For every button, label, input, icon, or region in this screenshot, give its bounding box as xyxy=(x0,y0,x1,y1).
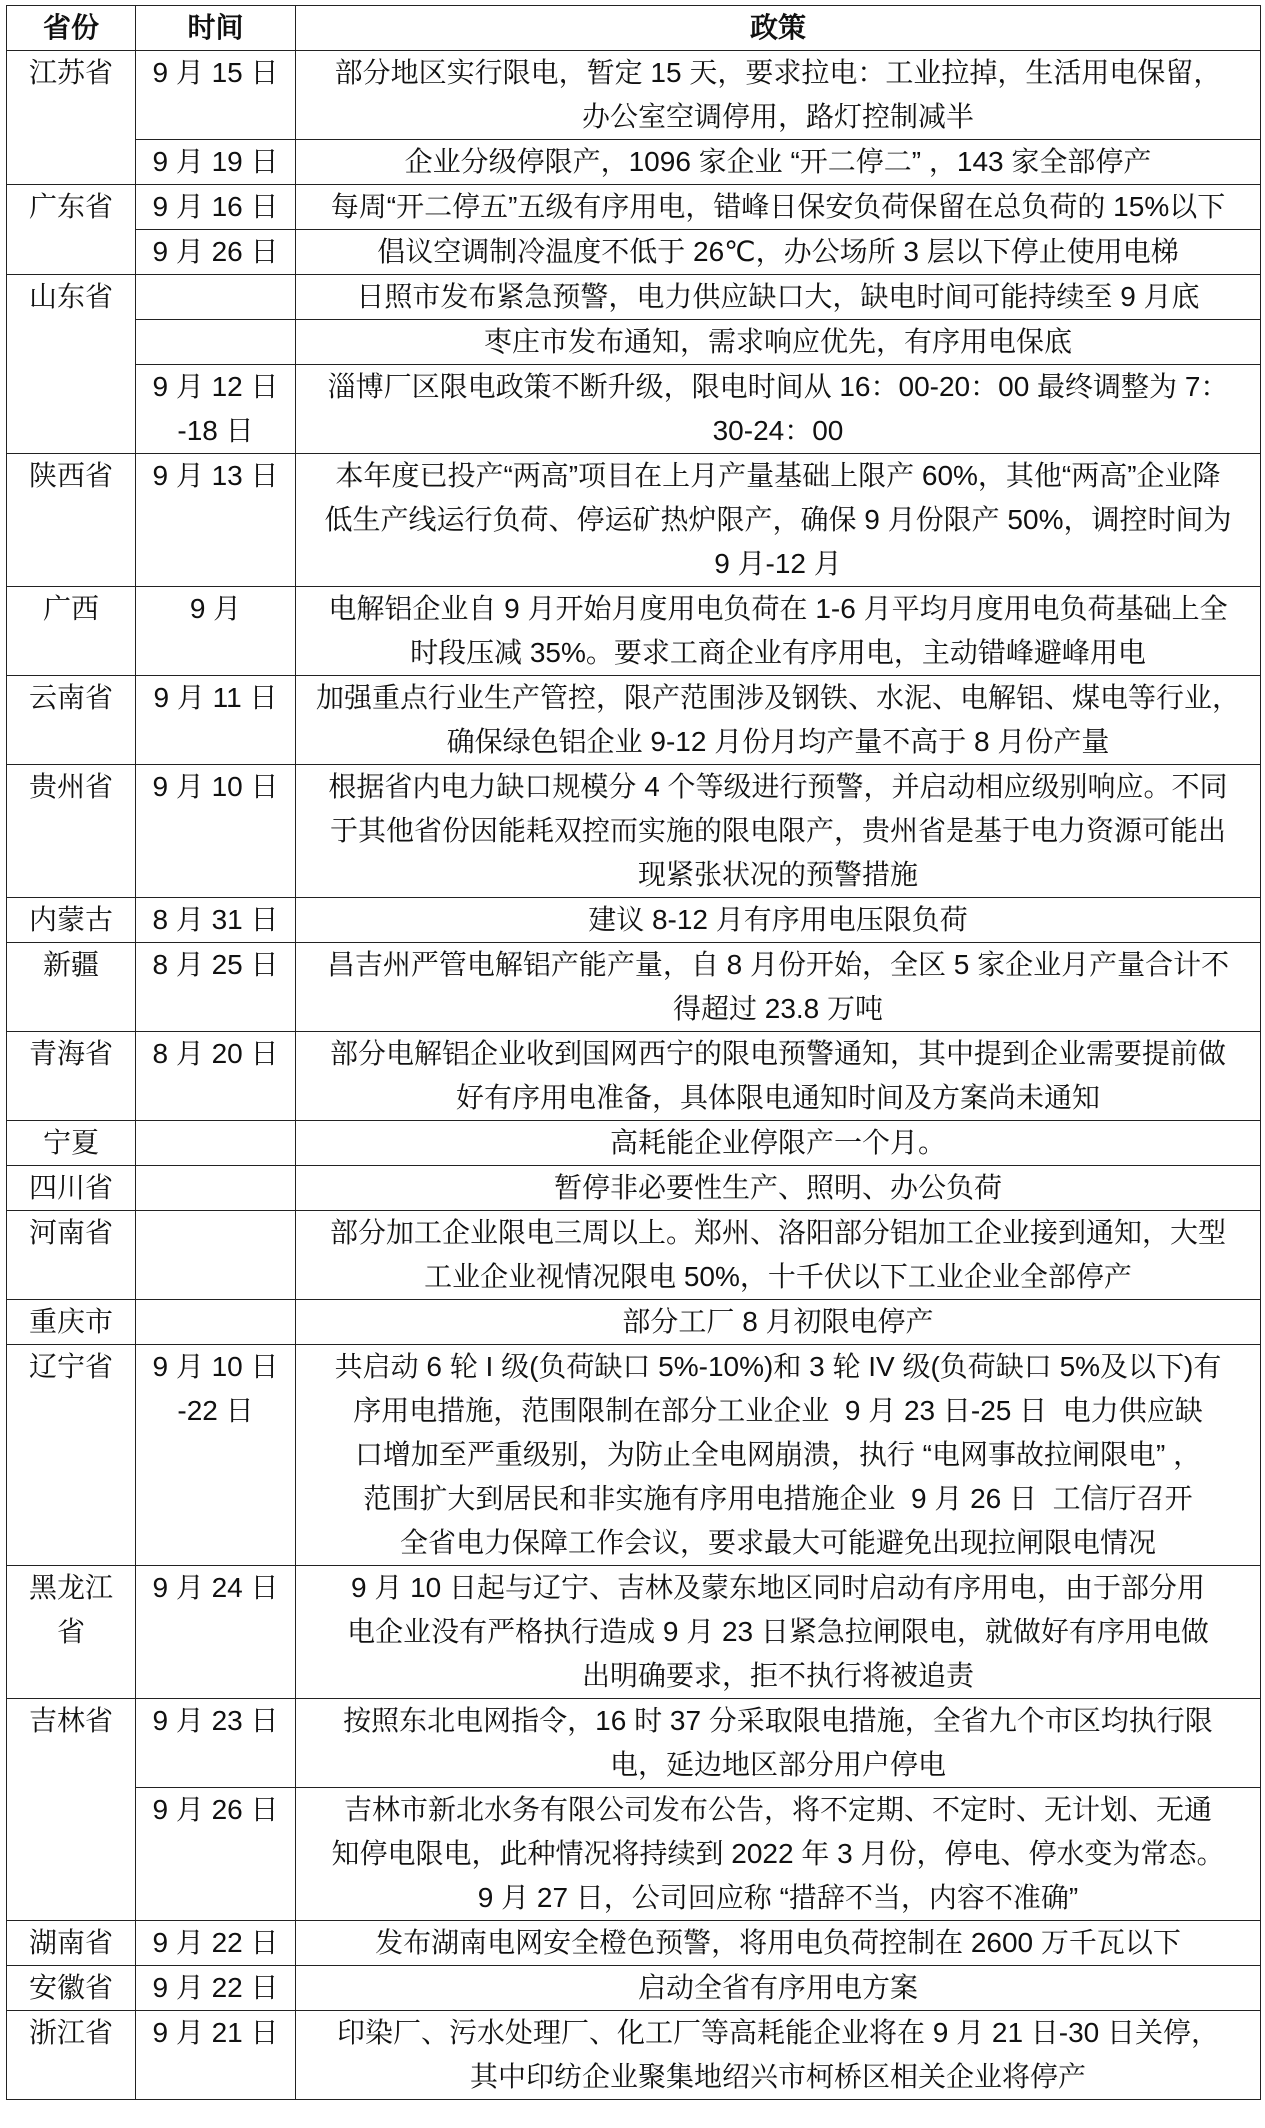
table-header-row xyxy=(7,6,1261,51)
table-row xyxy=(7,1032,1261,1121)
time-cell: 9 月 12 日 -18 日 xyxy=(136,365,296,454)
policy-cell: 部分地区实行限电，暂定 15 天，要求拉电：工业拉掉，生活用电保留， 办公室空调停用，路灯控制减半 xyxy=(296,51,1261,140)
province-cell: 浙江省 xyxy=(7,2011,136,2100)
header-province: 省份 xyxy=(7,6,136,51)
policy-table xyxy=(6,5,1261,2100)
table-row xyxy=(7,943,1261,1032)
time-cell: 9 月 22 日 xyxy=(136,1921,296,1966)
time-cell: 9 月 15 日 xyxy=(136,51,296,140)
policy-cell: 本年度已投产“两高”项目在上月产量基础上限产 60%，其他“两高”企业降 低生产线运行负荷、停运矿热炉限产，确保 9 月份限产 50%，调控时间为 9 月-12 月 xyxy=(296,454,1261,587)
province-cell: 安徽省 xyxy=(7,1966,136,2011)
table-row xyxy=(7,1921,1261,1966)
time-cell-empty xyxy=(136,1211,296,1300)
province-cell: 宁夏 xyxy=(7,1121,136,1166)
table-row xyxy=(7,1166,1261,1211)
table-row xyxy=(7,1699,1261,1788)
province-cell: 黑龙江 省 xyxy=(7,1566,136,1699)
time-cell: 8 月 20 日 xyxy=(136,1032,296,1121)
policy-cell: 发布湖南电网安全橙色预警，将用电负荷控制在 2600 万千瓦以下 xyxy=(296,1921,1261,1966)
policy-cell: 暂停非必要性生产、照明、办公负荷 xyxy=(296,1166,1261,1211)
time-cell: 9 月 xyxy=(136,587,296,676)
table-row xyxy=(7,676,1261,765)
policy-cell: 印染厂、污水处理厂、化工厂等高耗能企业将在 9 月 21 日-30 日关停， 其中印纺企业聚集地绍兴市柯桥区相关企业将停产 xyxy=(296,2011,1261,2100)
table-row xyxy=(7,1566,1261,1699)
table-row xyxy=(7,587,1261,676)
province-cell: 四川省 xyxy=(7,1166,136,1211)
policy-cell: 9 月 10 日起与辽宁、吉林及蒙东地区同时启动有序用电，由于部分用 电企业没有严格执行造成 9 月 23 日紧急拉闸限电，就做好有序用电做 出明确要求，拒不执行将被追责 xyxy=(296,1566,1261,1699)
time-cell-empty xyxy=(136,320,296,365)
time-cell-empty xyxy=(136,275,296,320)
time-cell: 9 月 13 日 xyxy=(136,454,296,587)
time-cell-empty xyxy=(136,1300,296,1345)
policy-cell: 部分电解铝企业收到国网西宁的限电预警通知，其中提到企业需要提前做 好有序用电准备，具体限电通知时间及方案尚未通知 xyxy=(296,1032,1261,1121)
time-cell: 9 月 11 日 xyxy=(136,676,296,765)
province-cell: 河南省 xyxy=(7,1211,136,1300)
time-cell-empty xyxy=(136,1166,296,1211)
province-cell: 辽宁省 xyxy=(7,1345,136,1566)
table-row xyxy=(7,1966,1261,2011)
policy-cell: 昌吉州严管电解铝产能产量，自 8 月份开始，全区 5 家企业月产量合计不 得超过 23.8 万吨 xyxy=(296,943,1261,1032)
table-row xyxy=(7,140,1261,185)
time-cell: 8 月 31 日 xyxy=(136,898,296,943)
policy-cell: 吉林市新北水务有限公司发布公告，将不定期、不定时、无计划、无通 知停电限电，此种情况将持续到 2022 年 3 月份，停电、停水变为常态。 9 月 27 日，公司回应称 “措辞不当，内容不准确” xyxy=(296,1788,1261,1921)
table-row xyxy=(7,230,1261,275)
time-cell: 9 月 10 日 -22 日 xyxy=(136,1345,296,1566)
time-cell: 8 月 25 日 xyxy=(136,943,296,1032)
header-time: 时间 xyxy=(136,6,296,51)
policy-cell: 每周“开二停五”五级有序用电，错峰日保安负荷保留在总负荷的 15%以下 xyxy=(296,185,1261,230)
time-cell: 9 月 26 日 xyxy=(136,1788,296,1921)
policy-cell: 共启动 6 轮 I 级(负荷缺口 5%-10%)和 3 轮 IV 级(负荷缺口 5%及以下)有 序用电措施，范围限制在部分工业企业 9 月 23 日-25 日 电力供应缺 口增加至严重级别，为防止全电网崩溃，执行 “电网事故拉闸限电” ， 范围扩大到居民和非实施有序用电措施企业 9 月 26 日 工信厅召开 全省电力保障工作会议，要求最大可能避免出现拉闸限电情况 xyxy=(296,1345,1261,1566)
policy-cell: 高耗能企业停限产一个月。 xyxy=(296,1121,1261,1166)
table-row xyxy=(7,898,1261,943)
table-row xyxy=(7,1788,1261,1921)
table-row xyxy=(7,51,1261,140)
policy-cell: 建议 8-12 月有序用电压限负荷 xyxy=(296,898,1261,943)
policy-cell: 倡议空调制冷温度不低于 26℃，办公场所 3 层以下停止使用电梯 xyxy=(296,230,1261,275)
policy-cell: 日照市发布紧急预警，电力供应缺口大，缺电时间可能持续至 9 月底 xyxy=(296,275,1261,320)
province-cell: 广西 xyxy=(7,587,136,676)
province-cell: 江苏省 xyxy=(7,51,136,185)
province-cell: 重庆市 xyxy=(7,1300,136,1345)
policy-cell: 电解铝企业自 9 月开始月度用电负荷在 1-6 月平均月度用电负荷基础上全 时段压减 35%。要求工商企业有序用电，主动错峰避峰用电 xyxy=(296,587,1261,676)
province-cell: 山东省 xyxy=(7,275,136,454)
time-cell: 9 月 23 日 xyxy=(136,1699,296,1788)
policy-cell: 启动全省有序用电方案 xyxy=(296,1966,1261,2011)
province-cell: 吉林省 xyxy=(7,1699,136,1921)
province-cell: 陕西省 xyxy=(7,454,136,587)
time-cell: 9 月 24 日 xyxy=(136,1566,296,1699)
header-policy: 政策 xyxy=(296,6,1261,51)
policy-cell: 按照东北电网指令，16 时 37 分采取限电措施，全省九个市区均执行限 电，延边地区部分用户停电 xyxy=(296,1699,1261,1788)
province-cell: 贵州省 xyxy=(7,765,136,898)
time-cell: 9 月 16 日 xyxy=(136,185,296,230)
province-cell: 内蒙古 xyxy=(7,898,136,943)
policy-cell: 加强重点行业生产管控，限产范围涉及钢铁、水泥、电解铝、煤电等行业， 确保绿色铝企业 9-12 月份月均产量不高于 8 月份产量 xyxy=(296,676,1261,765)
policy-cell: 企业分级停限产，1096 家企业 “开二停二” ，143 家全部停产 xyxy=(296,140,1261,185)
policy-cell: 枣庄市发布通知，需求响应优先，有序用电保底 xyxy=(296,320,1261,365)
table-row xyxy=(7,1211,1261,1300)
policy-cell: 根据省内电力缺口规模分 4 个等级进行预警，并启动相应级别响应。不同 于其他省份因能耗双控而实施的限电限产，贵州省是基于电力资源可能出 现紧张状况的预警措施 xyxy=(296,765,1261,898)
province-cell: 广东省 xyxy=(7,185,136,275)
time-cell: 9 月 22 日 xyxy=(136,1966,296,2011)
table-row xyxy=(7,185,1261,230)
time-cell-empty xyxy=(136,1121,296,1166)
table-row xyxy=(7,320,1261,365)
province-cell: 湖南省 xyxy=(7,1921,136,1966)
policy-cell: 淄博厂区限电政策不断升级，限电时间从 16：00-20：00 最终调整为 7： 30-24：00 xyxy=(296,365,1261,454)
table-row xyxy=(7,365,1261,454)
table-row xyxy=(7,1121,1261,1166)
table-row xyxy=(7,2011,1261,2100)
table-row xyxy=(7,275,1261,320)
province-cell: 新疆 xyxy=(7,943,136,1032)
table-row xyxy=(7,765,1261,898)
time-cell: 9 月 26 日 xyxy=(136,230,296,275)
table-container xyxy=(6,5,1261,2100)
policy-cell: 部分加工企业限电三周以上。郑州、洛阳部分铝加工企业接到通知，大型 工业企业视情况限电 50%，十千伏以下工业企业全部停产 xyxy=(296,1211,1261,1300)
table-row xyxy=(7,1345,1261,1566)
policy-cell: 部分工厂 8 月初限电停产 xyxy=(296,1300,1261,1345)
province-cell: 云南省 xyxy=(7,676,136,765)
time-cell: 9 月 21 日 xyxy=(136,2011,296,2100)
time-cell: 9 月 10 日 xyxy=(136,765,296,898)
table-row xyxy=(7,1300,1261,1345)
province-cell: 青海省 xyxy=(7,1032,136,1121)
table-row xyxy=(7,454,1261,587)
time-cell: 9 月 19 日 xyxy=(136,140,296,185)
